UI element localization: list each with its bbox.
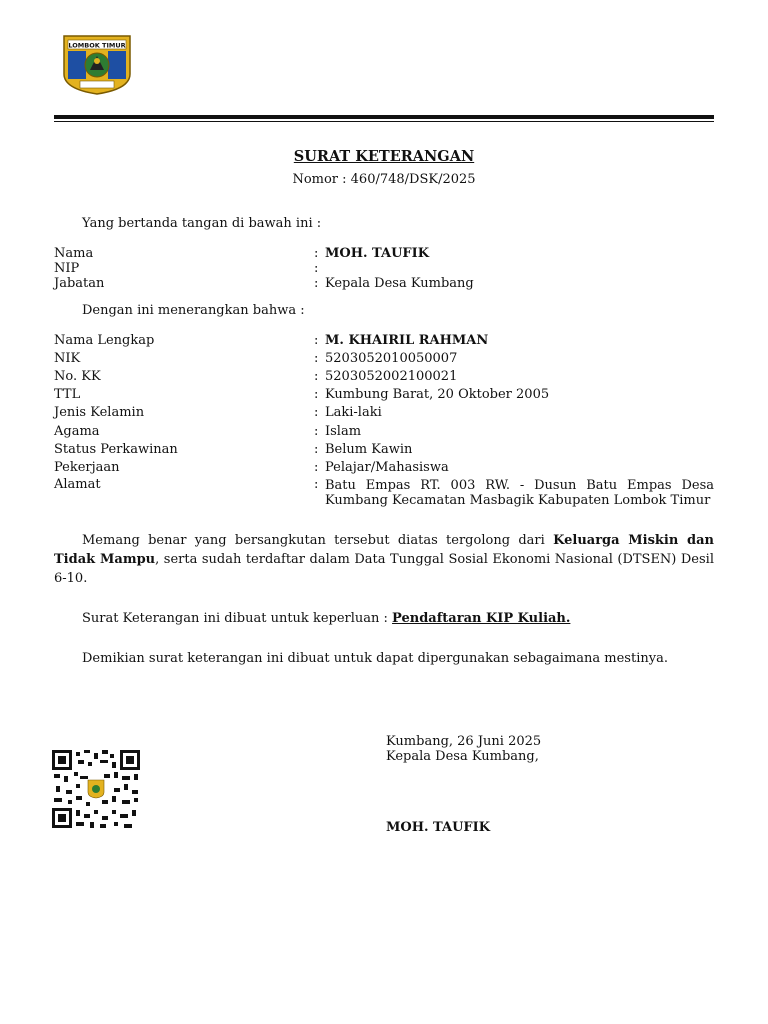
letter-number: Nomor : 460/748/DSK/2025 — [292, 172, 476, 187]
field-colon: : — [314, 369, 319, 384]
field-value-jabatan: Kepala Desa Kumbang — [325, 276, 474, 291]
signature-place-date: Kumbang, 26 Juni 2025 — [386, 734, 542, 749]
signature-name: MOH. TAUFIK — [386, 820, 491, 835]
paragraph-closing: Demikian surat keterangan ini dibuat untuk dapat dipergunakan sebagaimana mestinya. — [82, 651, 668, 666]
field-colon: : — [314, 276, 319, 291]
header-rule-thick — [54, 115, 714, 119]
intro-text: Yang bertanda tangan di bawah ini : — [82, 216, 322, 231]
field-label-alamat: Alamat — [54, 477, 101, 492]
field-colon: : — [314, 387, 319, 402]
field-label-nama-lengkap: Nama Lengkap — [54, 333, 155, 348]
field-label-pekerjaan: Pekerjaan — [54, 460, 120, 475]
purpose-value: Pendaftaran KIP Kuliah. — [392, 611, 571, 626]
field-value-nama: MOH. TAUFIK — [325, 246, 430, 261]
field-value-agama: Islam — [325, 424, 362, 439]
field-colon: : — [314, 333, 319, 348]
paragraph-status-bold: Keluarga Miskin dan Tidak Mampu — [54, 533, 714, 567]
signature-position: Kepala Desa Kumbang, — [386, 749, 539, 764]
field-value-ttl: Kumbung Barat, 20 Oktober 2005 — [325, 387, 550, 402]
field-value-jenis-kelamin: Laki-laki — [325, 405, 382, 420]
field-label-nama: Nama — [54, 246, 94, 261]
paragraph-status-end: , serta sudah terdaftar dalam Data Tunggal Sosial Ekonomi Nasional (DTSEN) Desil 6-10. — [54, 552, 714, 586]
field-label-kk: No. KK — [54, 369, 101, 384]
field-value-nama-lengkap: M. KHAIRIL RAHMAN — [325, 333, 489, 348]
letter-title: SURAT KETERANGAN — [293, 148, 475, 165]
field-value-status: Belum Kawin — [325, 442, 413, 457]
field-colon: : — [314, 261, 319, 276]
paragraph-status-start: Memang benar yang bersangkutan tersebut diatas tergolong dari — [82, 533, 554, 548]
field-label-status: Status Perkawinan — [54, 442, 178, 457]
qr-code — [52, 750, 140, 828]
field-value-pekerjaan: Pelajar/Mahasiswa — [325, 460, 449, 475]
field-label-nik: NIK — [54, 351, 81, 366]
header-rule-thin — [54, 121, 714, 122]
field-colon: : — [314, 477, 319, 492]
field-colon: : — [314, 442, 319, 457]
field-value-kk: 5203052002100021 — [325, 369, 458, 384]
field-label-ttl: TTL — [54, 387, 81, 402]
statement-text: Dengan ini menerangkan bahwa : — [82, 303, 305, 318]
paragraph-status — [54, 531, 714, 588]
field-colon: : — [314, 424, 319, 439]
field-colon: : — [314, 351, 319, 366]
field-colon: : — [314, 460, 319, 475]
field-value-nik: 5203052010050007 — [325, 351, 458, 366]
field-colon: : — [314, 405, 319, 420]
logo-text: LOMBOK TIMUR — [68, 41, 126, 50]
purpose-lead: Surat Keterangan ini dibuat untuk keperluan : — [82, 611, 393, 626]
regency-logo — [60, 34, 134, 96]
field-label-nip: NIP — [54, 261, 80, 276]
paragraph-purpose — [54, 609, 714, 628]
field-colon: : — [314, 246, 319, 261]
field-label-agama: Agama — [54, 424, 100, 439]
field-value-alamat: Batu Empas RT. 003 RW. - Dusun Batu Empas Desa Kumbang Kecamatan Masbagik Kabupaten Lombok Timur — [325, 478, 714, 508]
field-label-jenis-kelamin: Jenis Kelamin — [54, 405, 145, 420]
field-label-jabatan: Jabatan — [54, 276, 105, 291]
